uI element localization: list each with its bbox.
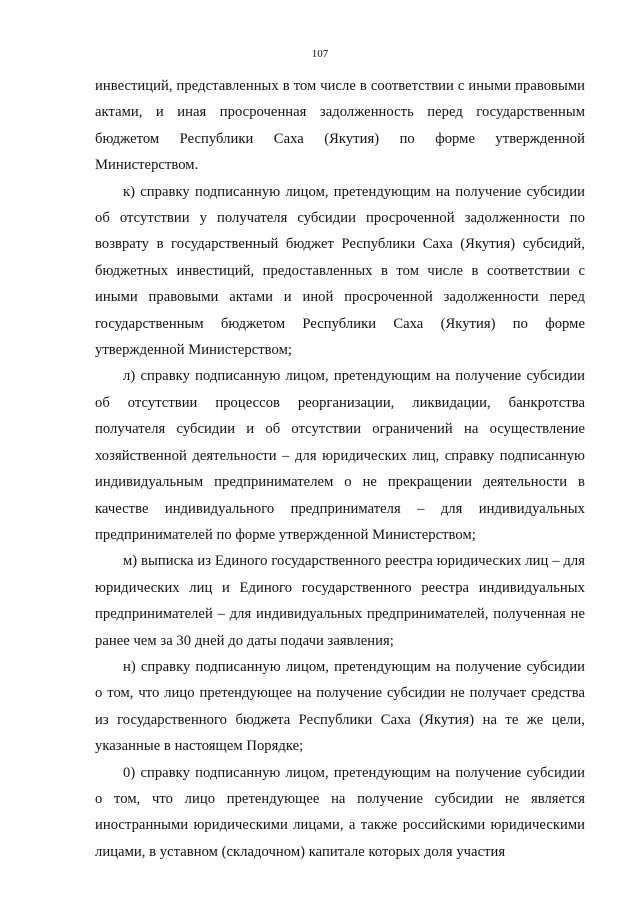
paragraph-item-k: к) справку подписанную лицом, претендующим на получение субсидии об отсутствии у получателя субсидии просроченной задолженности по возврату в государственный бюджет Республики Саха (Якутия) субсидий, бюджетных инвестиций, предоставленных в том числе в соответствии с иными правовыми актами и иной просроченной задолженности перед государственным бюджетом Республики Саха (Якутия) по форме утвержденной Министерством; bbox=[95, 183, 585, 359]
page-number: 107 bbox=[311, 48, 329, 60]
page-body bbox=[95, 73, 585, 865]
paragraph-item-l: л) справку подписанную лицом, претендующим на получение субсидии об отсутствии процессов реорганизации, ликвидации, банкротства получателя субсидии и об отсутствии ограничений на осуществление хозяйственной деятельности – для юридических лиц, справку подписанную индивидуальным предпринимателем о не прекращении деятельности в качестве индивидуального предпринимателя – для индивидуальных предпринимателей по форме утвержденной Министерством; bbox=[95, 368, 585, 543]
paragraph-item-n: н) справку подписанную лицом, претендующим на получение субсидии о том, что лицо претендующее на получение субсидии не получает средства из государственного бюджета Республики Саха (Якутия) на те же цели, указанные в настоящем Порядке; bbox=[95, 658, 585, 755]
paragraph-continuation: инвестиций, представленных в том числе в соответствии с иными правовыми актами, и иная просроченная задолженность перед государственным бюджетом Республики Саха (Якутия) по форме утвержденной Министерством. bbox=[95, 78, 585, 174]
paragraph-item-o: 0) справку подписанную лицом, претендующим на получение субсидии о том, что лицо претендующее на получение субсидии не является иностранными юридическими лицами, а также российскими юридическими лицами, в уставном (складочном) капитале которых доля участия bbox=[95, 764, 585, 860]
paragraph-item-m: м) выписка из Единого государственного реестра юридических лиц – для юридических лиц и Единого государственного реестра индивидуальных предпринимателей – для индивидуальных предпринимателей, полученная не ранее чем за 30 дней до даты подачи заявления; bbox=[95, 553, 585, 649]
